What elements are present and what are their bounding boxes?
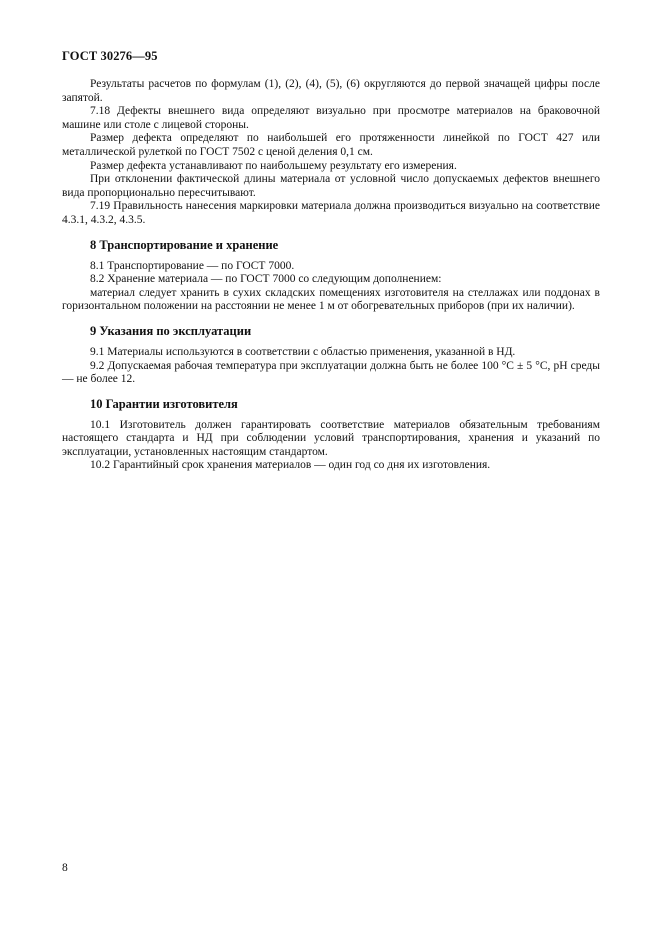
document-body	[62, 78, 600, 473]
paragraph-defect-size-result: Размер дефекта устанавливают по наибольшему результату его измерения.	[90, 159, 457, 172]
paragraph-length-deviation: При отклонении фактической длины материала от условной число допускаемых дефектов внешнего вида пропорционально пересчитывают.	[62, 173, 600, 199]
paragraph-rounding: Результаты расчетов по формулам (1), (2), (4), (5), (6) округляются до первой значащей цифры после запятой.	[62, 78, 600, 104]
paragraph-10-1: 10.1 Изготовитель должен гарантировать соответствие материалов обязательным требованиям настоящего стандарта и НД при соблюдении условий транспортирования, хранения и указаний по эксплуатации, установленных настоящим стандартом.	[62, 418, 600, 458]
section-10-heading: 10 Гарантии изготовителя	[90, 396, 238, 411]
section-8-heading: 8 Транспортирование и хранение	[90, 237, 279, 252]
paragraph-storage-details: материал следует хранить в сухих складских помещениях изготовителя на стеллажах или поддонах в горизонтальном положении на расстоянии не менее 1 м от обогревательных приборов (при их наличии).	[62, 286, 600, 313]
paragraph-7-19: 7.19 Правильность нанесения маркировки материала должна производиться визуально на соответствие 4.3.1, 4.3.2, 4.3.5.	[62, 200, 600, 226]
paragraph-10-2: 10.2 Гарантийный срок хранения материалов — один год со дня их изготовления.	[90, 459, 491, 472]
page-number: 8	[62, 862, 68, 874]
paragraph-defect-size-method: Размер дефекта определяют по наибольшей его протяженности линейкой по ГОСТ 427 или металлической рулеткой по ГОСТ 7502 с ценой деления 0,1 см.	[62, 132, 600, 158]
document-code-header: ГОСТ 30276—95	[62, 49, 158, 63]
paragraph-7-18: 7.18 Дефекты внешнего вида определяют визуально при просмотре материалов на браковочной машине или столе с лицевой стороны.	[62, 105, 600, 131]
paragraph-8-1: 8.1 Транспортирование — по ГОСТ 7000.	[90, 259, 295, 272]
paragraph-9-1: 9.1 Материалы используются в соответствии с областью применения, указанной в НД.	[90, 345, 516, 358]
paragraph-8-2: 8.2 Хранение материала — по ГОСТ 7000 со следующим дополнением:	[90, 273, 442, 286]
section-9-heading: 9 Указания по эксплуатации	[90, 323, 252, 338]
paragraph-9-2: 9.2 Допускаемая рабочая температура при эксплуатации должна быть не более 100 °С ± 5 °С, pH среды — не более 12.	[62, 359, 600, 386]
